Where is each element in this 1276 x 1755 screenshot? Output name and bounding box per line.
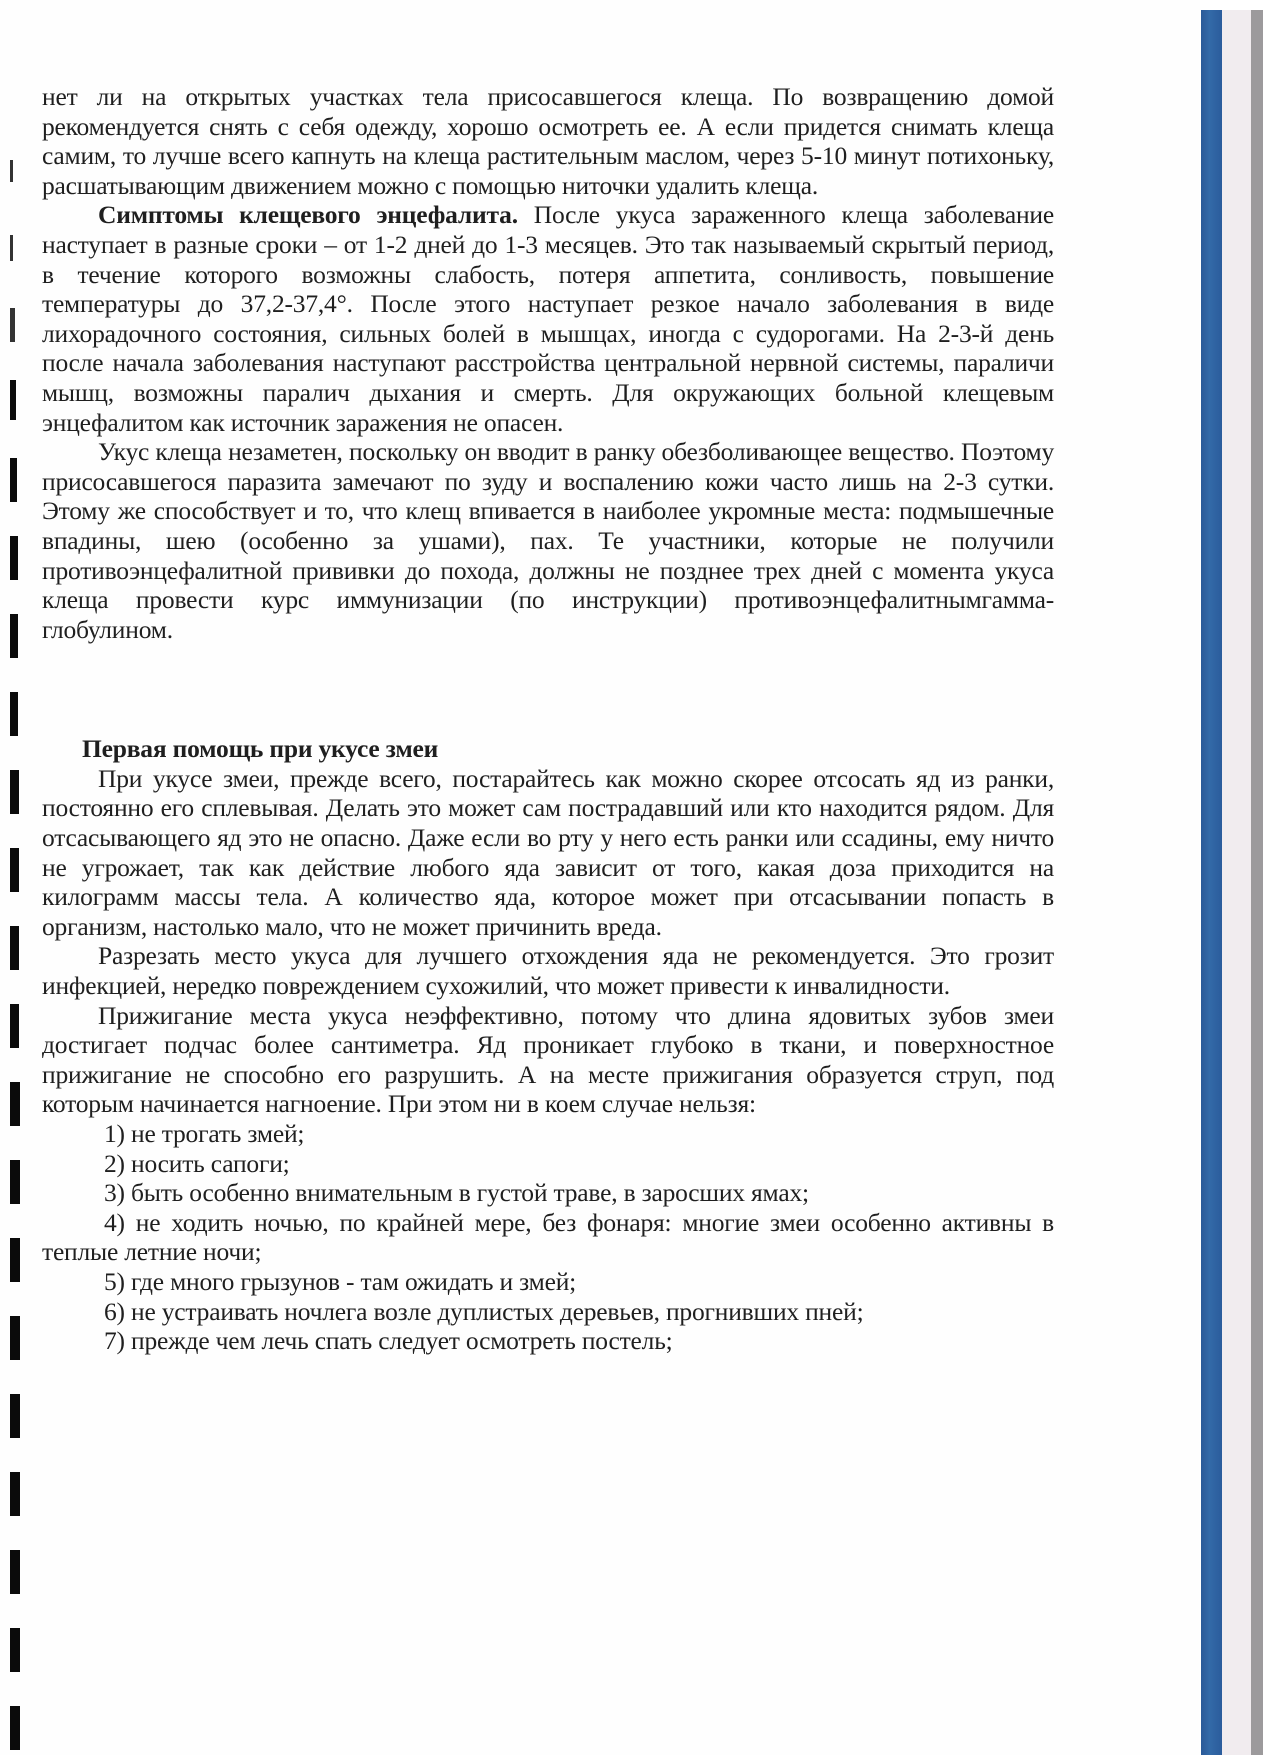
binding-hole [10, 1394, 20, 1438]
binding-hole [10, 458, 17, 502]
binding-cover-edge [1201, 10, 1222, 1755]
binding-hole [10, 1628, 20, 1672]
binding-hole [10, 1706, 20, 1750]
binding-hole [10, 1550, 20, 1594]
intro-paragraph: нет ли на открытых участках тела присосавшегося клеща. По возвращению домой рекомендуется снять с себя одежду, хорошо осмотреть ее. А если придется снимать клеща самим, то лучше всего капнуть на клеща растительным маслом, через 5-10 минут потихоньку, расшатывающим движением можно с помощью ниточки удалить клеща. [42, 82, 1054, 200]
binding-hole [10, 160, 13, 182]
symptoms-text: После укуса зараженного клеща заболевание наступает в разные сроки – от 1-2 дней до 1-3 месяцев. Это так называемый скрытый период, в течение которого возможны слабость, потеря аппетита, сонливость, повышение температуры до 37,2-37,4°. После этого наступает резкое начало заболевания в виде лихорадочного состояния, сильных болей в мышцах, иногда с судорогами. На 2-3-й день после начала заболевания наступают расстройства центральной нервной системы, параличи мышц, возможны паралич дыхания и смерть. Для окружающих больной клещевым энцефалитом как источник заражения не опасен. [42, 200, 1054, 437]
snake-paragraph: Прижигание места укуса неэффективно, потому что длина ядовитых зубов змеи достигает подчас более сантиметра. Яд проникает глубоко в ткани, и поверхностное прижигание не способно его разрушить. А на месте прижигания образуется струп, под которым начинается нагноение. При этом ни в коем случае нельзя: [42, 1000, 1054, 1119]
bite-paragraph: Укус клеща незаметен, поскольку он вводит в ранку обезболивающее вещество. Поэтому присосавшегося паразита замечают по зуду и воспалению кожи часто лишь на 2-3 сутки. Этому же способствует и то, что клещ впивается в наиболее укромные места: подмышечные впадины, шею (особенно за ушами), пах. Те участники, которые не получили противоэнцефалитной прививки до похода, должны не позднее трех дней с момента укуса клеща провести курс иммунизации (по инструкции) противоэнцефалитнымгамма-глобулином. [42, 437, 1054, 644]
snake-section-heading: Первая помощь при укусе змеи [82, 734, 439, 764]
binding-hole [10, 536, 18, 580]
binding-hole [10, 1082, 20, 1126]
binding-hole [10, 380, 16, 420]
symptoms-paragraph [42, 200, 1054, 437]
binding-hole [10, 1238, 20, 1282]
binding-hole [10, 1160, 20, 1204]
binding-hole [10, 1472, 20, 1516]
document-body [42, 82, 1054, 1356]
list-item: 4) не ходить ночью, по крайней мере, без фонаря: многие змеи особенно активны в теплые летние ночи; [42, 1207, 1054, 1267]
binding-hole [10, 1004, 19, 1048]
next-page-edge [1222, 10, 1252, 1755]
list-item: 5) где много грызунов - там ожидать и змей; [104, 1266, 577, 1296]
binding-hole [10, 614, 18, 658]
section-gap [42, 644, 1054, 734]
list-item: 1) не трогать змей; [104, 1119, 305, 1148]
list-item: 7) прежде чем лечь спать следует осмотреть постель; [104, 1326, 673, 1356]
list-item: 6) не устраивать ночлега возле дуплистых деревьев, прогнивших пней; [104, 1296, 864, 1326]
symptoms-lead: Симптомы клещевого энцефалита. [98, 200, 518, 230]
snake-paragraph: Разрезать место укуса для лучшего отхождения яда не рекомендуется. Это грозит инфекцией, нередко повреждением сухожилий, что может привести к инвалидности. [42, 941, 1054, 1001]
binding-holes [0, 0, 30, 1755]
binding-hole [10, 926, 19, 970]
binding-hole [10, 1316, 20, 1360]
binding-hole [10, 770, 19, 814]
binding-hole [10, 692, 18, 736]
binding-hole [10, 848, 19, 892]
precautions-list [42, 1119, 1054, 1356]
binding-hole [10, 308, 15, 342]
binding-hole [10, 235, 13, 261]
snake-paragraph: При укусе змеи, прежде всего, постарайтесь как можно скорее отсосать яд из ранки, постоянно его сплевывая. Делать это может сам пострадавший или кто находится рядом. Для отсасывающего яд это не опасно. Даже если во рту у него есть ранки или ссадины, ему ничто не угрожает, так как действие любого яда зависит от того, какая доза приходится на килограмм массы тела. А количество яда, которое может при отсасывании попасть в организм, настолько мало, что не может причинить вреда. [42, 763, 1054, 941]
scan-border [1251, 10, 1263, 1755]
list-item: 2) носить сапоги; [104, 1148, 290, 1178]
list-item: 3) быть особенно внимательным в густой траве, в заросших ямах; [104, 1178, 809, 1208]
